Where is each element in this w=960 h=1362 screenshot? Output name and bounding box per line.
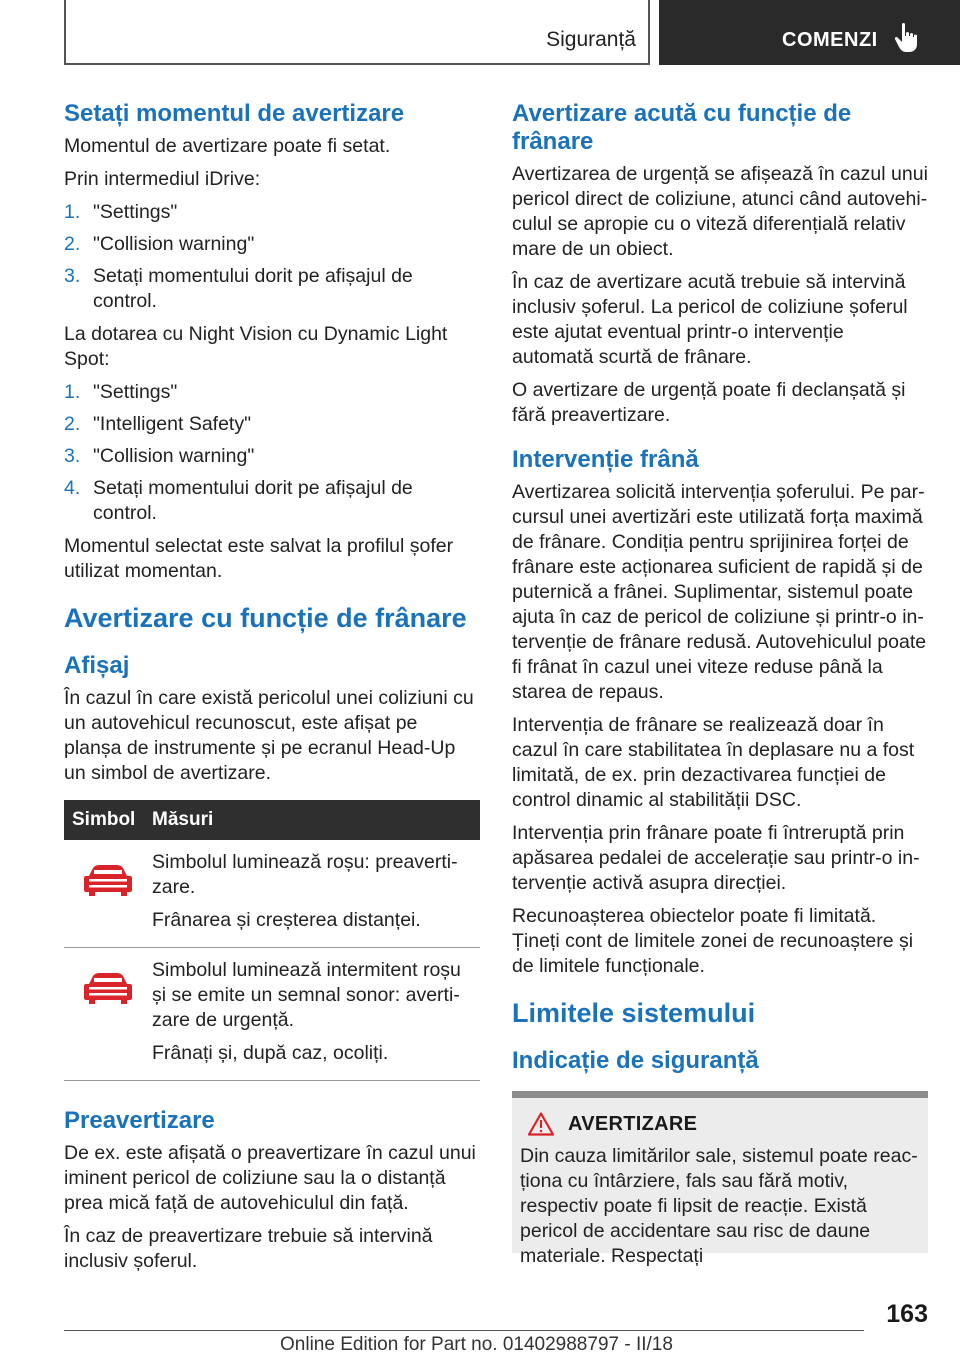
table-header bbox=[64, 800, 480, 840]
measures-cell bbox=[152, 850, 480, 941]
step-text: Setați momentului dorit pe afișajul de control. bbox=[93, 477, 413, 524]
header-chapter-box bbox=[659, 0, 960, 65]
footer-edition bbox=[280, 1334, 673, 1356]
column-header-simbol: Simbol bbox=[72, 809, 136, 830]
right-column bbox=[512, 100, 928, 1267]
measure-text: Frânarea și creșterea distanței. bbox=[152, 909, 421, 931]
hand-pointer-icon bbox=[894, 22, 920, 54]
column-header-masuri: Măsuri bbox=[152, 809, 214, 830]
list-item bbox=[64, 264, 480, 314]
step-text: "Collision warning" bbox=[93, 445, 255, 467]
list-item bbox=[64, 412, 480, 437]
step-number: 4. bbox=[64, 477, 81, 499]
symbol-cell bbox=[64, 850, 152, 941]
warning-triangle-icon bbox=[528, 1112, 554, 1136]
warning-bar bbox=[512, 1091, 928, 1098]
measure-text: Simbolul luminează roșu: preavertizare. bbox=[152, 851, 458, 898]
step-number: 2. bbox=[64, 413, 81, 435]
warning-text: Din cauza limitărilor sale, sistemul poate reacționa cu întârziere, fals sau fără motiv, respectiv poate fi lipsit de reacție. Există pericol de accidentare sau risc de daune materiale. Respectați bbox=[520, 1145, 918, 1267]
heading-afisaj: Afișaj bbox=[64, 652, 130, 679]
footer-divider bbox=[64, 1330, 864, 1331]
car-warning-icon bbox=[83, 864, 133, 898]
paragraph: În caz de avertizare acută trebuie să intervină inclusiv șoferul. La pericol de coliziune șoferul este ajutat eventual printr-o intervenție automată scurtă de frânare. bbox=[512, 271, 908, 368]
header-section-box bbox=[64, 0, 650, 65]
paragraph: Intervenția de frânare se realizează doar în cazul în care stabilitatea în deplasare nu a fost limitată, de ex. prin dezactivarea funcției de control dinamic al stabilității DSC. bbox=[512, 714, 915, 811]
measures-cell bbox=[152, 958, 480, 1074]
paragraph: Momentul selectat este salvat la profilul șofer utilizat momentan. bbox=[64, 535, 454, 582]
symbol-cell bbox=[64, 958, 152, 1074]
table-row bbox=[64, 948, 480, 1081]
steps-list-night-vision bbox=[64, 380, 480, 526]
measure-text: Frânați și, după caz, ocoliți. bbox=[152, 1042, 389, 1064]
paragraph: Momentul de avertizare poate fi setat. bbox=[64, 135, 391, 157]
left-column bbox=[64, 100, 480, 1282]
step-number: 2. bbox=[64, 233, 81, 255]
heading-preavertizare: Preavertizare bbox=[64, 1107, 215, 1134]
edition-text: Online Edition for Part no. 01402988797 - II/18 bbox=[280, 1334, 673, 1355]
step-number: 1. bbox=[64, 201, 81, 223]
paragraph: În cazul în care există pericolul unei coliziuni cu un autovehicul recunoscut, este afișat pe planșa de instrumente și pe ecranul Head-Up un simbol de avertizare. bbox=[64, 687, 474, 784]
list-item bbox=[64, 476, 480, 526]
warning-box bbox=[512, 1098, 928, 1267]
warning-title: AVERTIZARE bbox=[568, 1112, 698, 1135]
paragraph: Recunoașterea obiectelor poate fi limitată. Țineți cont de limitele zonei de recunoaștere și de limitele funcționale. bbox=[512, 905, 914, 977]
paragraph: Prin intermediul iDrive: bbox=[64, 168, 261, 190]
chapter-title: COMENZI bbox=[782, 29, 878, 51]
heading-avertizare-acuta: Avertizare acută cu funcție de frânare bbox=[512, 100, 852, 155]
step-number: 3. bbox=[64, 445, 81, 467]
paragraph: La dotarea cu Night Vision cu Dynamic Light Spot: bbox=[64, 323, 448, 370]
warning-title-row bbox=[520, 1112, 920, 1136]
table-row bbox=[64, 840, 480, 948]
paragraph: O avertizare de urgență poate fi declanșată și fără preavertizare. bbox=[512, 379, 906, 426]
list-item bbox=[64, 444, 480, 469]
heading-indicatie-siguranta: Indicație de siguranță bbox=[512, 1047, 759, 1074]
step-text: "Settings" bbox=[93, 201, 178, 223]
list-item bbox=[64, 232, 480, 257]
section-title: Siguranță bbox=[546, 28, 636, 51]
measure-text: Simbolul luminează intermitent roșu și se emite un semnal sonor: avertizare de urgență. bbox=[152, 959, 461, 1031]
step-text: "Collision warning" bbox=[93, 233, 255, 255]
step-text: "Intelligent Safety" bbox=[93, 413, 252, 435]
heading-avertizare-frânare: Avertizare cu funcție de frânare bbox=[64, 603, 467, 633]
list-item bbox=[64, 200, 480, 225]
steps-list-idrive bbox=[64, 200, 480, 314]
step-text: "Settings" bbox=[93, 381, 178, 403]
paragraph: Avertizarea solicită intervenția șoferului. Pe parcursul unei avertizări este utilizată forța maximă de frânare. Condiția pentru sprijinirea forței de frânare este acționarea suficient de rapidă și de puternică a frânei. Suplimentar, sistemul poate ajuta în caz de pericol de coliziune și printr-o intervenție de frânare redusă. Autovehiculul poate fi frânat în cazul unei viteze reduse până la starea de repaus. bbox=[512, 481, 927, 703]
heading-interventie-frana: Intervenție frână bbox=[512, 446, 699, 473]
paragraph: Avertizarea de urgență se afișează în cazul unui pericol direct de coliziune, atunci când autovehiculul se apropie cu o viteză diferențială relativ mare de un obiect. bbox=[512, 163, 928, 260]
heading-limitele-sistemului: Limitele sistemului bbox=[512, 998, 756, 1028]
step-number: 1. bbox=[64, 381, 81, 403]
step-text: Setați momentului dorit pe afișajul de control. bbox=[93, 265, 413, 312]
page-number: 163 bbox=[886, 1300, 928, 1328]
paragraph: Intervenția prin frânare poate fi întreruptă prin apăsarea pedalei de accelerație sau printr-o intervenție activă asupra direcției. bbox=[512, 822, 920, 894]
paragraph: De ex. este afișată o preavertizare în cazul unui iminent pericol de coliziune sau la o distanță prea mică față de autovehiculul din față. bbox=[64, 1142, 476, 1214]
paragraph: În caz de preavertizare trebuie să intervină inclusiv șoferul. bbox=[64, 1225, 433, 1272]
heading-setati-momentul: Setați momentul de avertizare bbox=[64, 100, 405, 127]
step-number: 3. bbox=[64, 265, 81, 287]
car-warning-icon bbox=[83, 972, 133, 1006]
symbol-table bbox=[64, 800, 480, 1081]
list-item bbox=[64, 380, 480, 405]
